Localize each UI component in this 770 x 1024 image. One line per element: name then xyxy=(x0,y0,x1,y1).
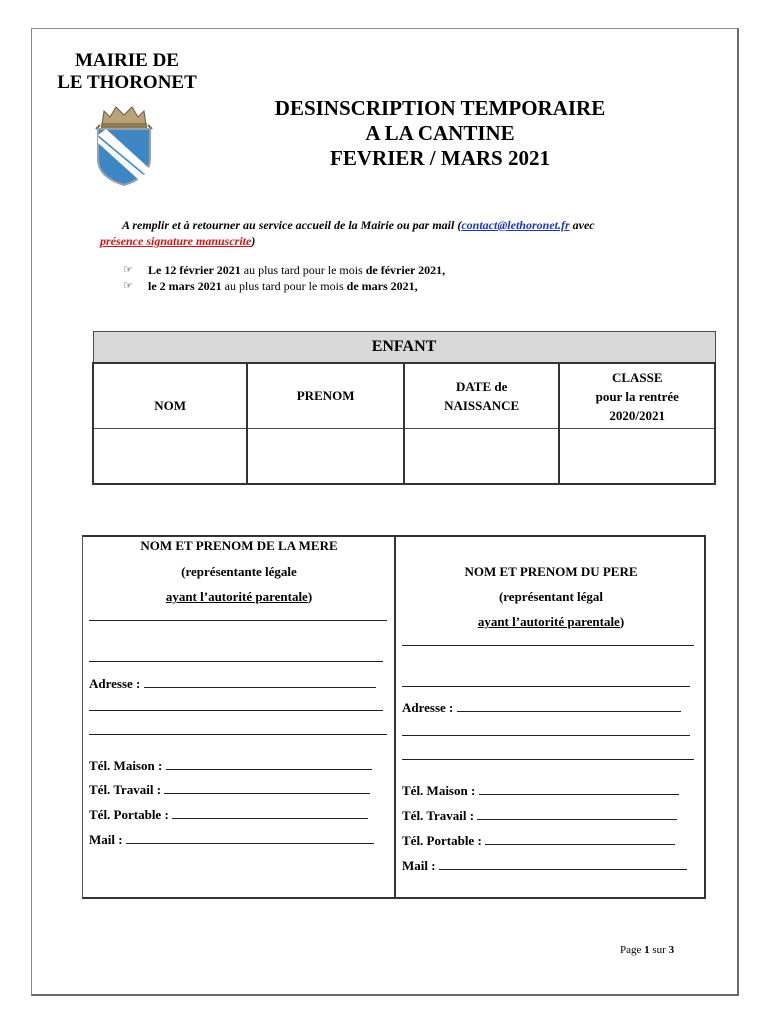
deadline-month: de février 2021, xyxy=(365,263,446,277)
col-header-date xyxy=(404,363,560,429)
pere-subtitle-2 xyxy=(402,614,700,630)
deadline-month: de mars 2021, xyxy=(346,279,418,293)
pere-adresse-label: Adresse : xyxy=(402,700,457,715)
enfant-table-header: ENFANT xyxy=(93,332,715,363)
pere-title: NOM ET PRENOM DU PERE xyxy=(464,564,638,579)
classe-input-cell[interactable] xyxy=(559,429,715,484)
signature-requirement: présence signature manuscrite xyxy=(100,234,252,248)
instructions-text xyxy=(100,217,700,249)
pere-tel-portable-label: Tél. Portable : xyxy=(402,833,486,848)
enfant-table xyxy=(92,331,716,485)
pere-adresse-line-2[interactable] xyxy=(402,735,690,736)
col-header-classe xyxy=(559,363,715,429)
coat-of-arms-icon xyxy=(92,103,156,187)
col-header-classe-line-2: pour la rentrée xyxy=(595,388,679,404)
mere-subtitle-1: (représentante légale xyxy=(181,564,297,579)
pere-adresse-field[interactable] xyxy=(402,700,681,716)
col-header-date-line-1: DATE de xyxy=(455,378,508,394)
page-total: 3 xyxy=(668,944,675,956)
pere-subtitle-1: (représentant légal xyxy=(498,589,604,604)
deadline-text: au plus tard pour le mois xyxy=(240,263,366,277)
mere-adresse-line-2[interactable] xyxy=(89,710,383,711)
deadline-text: au plus tard pour le mois xyxy=(221,279,347,293)
prenom-input-cell[interactable] xyxy=(247,429,404,484)
pointing-arrow-icon: ☞ xyxy=(123,263,133,276)
mere-name-line-2[interactable] xyxy=(89,661,383,662)
mere-tel-portable-field[interactable] xyxy=(89,807,368,823)
mere-subtitle-2 xyxy=(89,589,389,605)
page-number xyxy=(620,944,674,956)
col-header-prenom: PRENOM xyxy=(247,363,404,429)
mairie-line-2: LE THORONET xyxy=(57,72,197,93)
mairie-heading xyxy=(42,50,212,94)
pere-adresse-line-3[interactable] xyxy=(402,759,694,760)
mere-adresse-line-3[interactable] xyxy=(89,734,387,735)
col-header-date-line-2: NAISSANCE xyxy=(444,397,520,413)
parents-divider xyxy=(394,537,396,897)
pere-tel-travail-field[interactable] xyxy=(402,808,677,824)
pointing-arrow-icon: ☞ xyxy=(123,279,133,292)
instructions-main: A remplir et à retourner au service accueil de la Mairie ou par mail ( xyxy=(122,218,462,232)
pere-tel-maison-field[interactable] xyxy=(402,783,679,799)
mere-autorite: ayant l’autorité parentale xyxy=(165,589,308,604)
page-label: Page xyxy=(620,944,645,956)
mere-subtitle-close: ) xyxy=(307,589,313,604)
pere-name-line-2[interactable] xyxy=(402,686,690,687)
mere-adresse-label: Adresse : xyxy=(89,676,144,691)
page-current: 1 xyxy=(644,944,650,956)
title-line-1: DESINSCRIPTION TEMPORAIRE xyxy=(274,96,606,120)
contact-email-link[interactable]: contact@lethoronet.fr xyxy=(461,218,570,232)
mere-tel-maison-label: Tél. Maison : xyxy=(89,758,166,773)
pere-name-line-1[interactable] xyxy=(402,645,694,646)
col-header-classe-line-1: CLASSE xyxy=(611,369,663,385)
mere-tel-travail-field[interactable] xyxy=(89,782,370,798)
pere-mail-field[interactable] xyxy=(402,858,687,874)
deadline-date: Le 12 février 2021 xyxy=(148,263,241,277)
nom-input-cell[interactable] xyxy=(93,429,247,484)
title-line-3: FEVRIER / MARS 2021 xyxy=(330,146,550,170)
page-separator: sur xyxy=(649,944,669,956)
mairie-line-1: MAIRIE DE xyxy=(75,50,179,71)
deadline-item xyxy=(123,278,445,294)
deadline-list xyxy=(123,262,445,294)
mere-mail-field[interactable] xyxy=(89,832,374,848)
pere-tel-travail-label: Tél. Travail : xyxy=(402,808,478,823)
mere-adresse-field[interactable] xyxy=(89,676,376,692)
mere-tel-maison-field[interactable] xyxy=(89,758,372,774)
pere-tel-portable-field[interactable] xyxy=(402,833,675,849)
title-line-2: A LA CANTINE xyxy=(365,121,515,145)
mere-title: NOM ET PRENOM DE LA MERE xyxy=(140,538,338,553)
pere-subtitle-close: ) xyxy=(619,614,625,629)
document-title xyxy=(215,96,665,171)
mere-tel-travail-label: Tél. Travail : xyxy=(89,782,165,797)
date-naissance-input-cell[interactable] xyxy=(404,429,560,484)
col-header-nom: NOM xyxy=(93,363,247,429)
mere-tel-portable-label: Tél. Portable : xyxy=(89,807,173,822)
pere-autorite: ayant l’autorité parentale xyxy=(477,614,620,629)
instructions-close: ) xyxy=(251,234,256,248)
deadline-item xyxy=(123,262,445,278)
parents-section xyxy=(82,535,706,899)
deadline-date: le 2 mars 2021 xyxy=(148,279,222,293)
pere-tel-maison-label: Tél. Maison : xyxy=(402,783,479,798)
instructions-after: avec xyxy=(569,218,595,232)
mere-mail-label: Mail : xyxy=(89,832,126,847)
col-header-classe-line-3: 2020/2021 xyxy=(609,407,666,423)
pere-mail-label: Mail : xyxy=(402,858,439,873)
mere-name-line-1[interactable] xyxy=(89,620,387,621)
